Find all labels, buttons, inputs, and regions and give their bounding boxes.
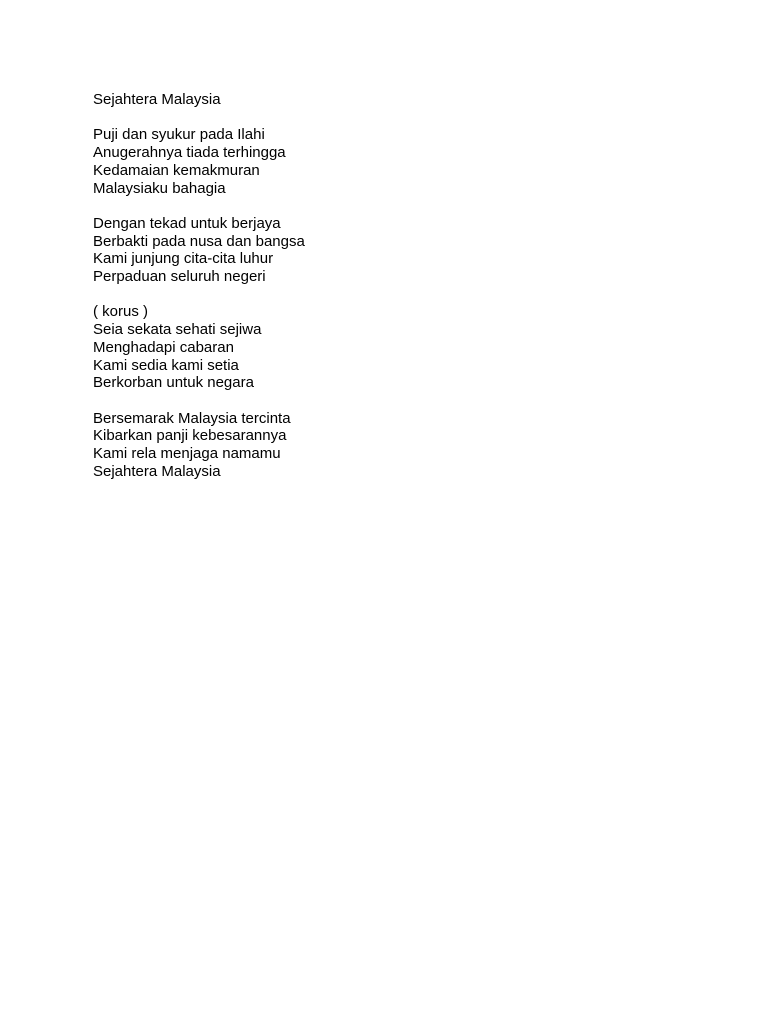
lyric-line: Kami rela menjaga namamu (93, 445, 281, 462)
lyric-line: Kami junjung cita-cita luhur (93, 250, 274, 268)
lyric-line: Kami sedia kami setia (93, 356, 239, 374)
lyric-line: Bersemarak Malaysia tercinta (93, 409, 291, 427)
stanza-1 (93, 126, 305, 197)
stanza-4 (93, 410, 305, 481)
lyric-line: Perpaduan seluruh negeri (93, 268, 266, 285)
lyrics-body (93, 91, 305, 480)
lyric-line: Anugerahnya tiada terhingga (93, 144, 286, 162)
chorus-label: ( korus ) (93, 303, 149, 321)
lyric-line: Malaysiaku bahagia (93, 179, 226, 197)
lyric-line: Dengan tekad untuk berjaya (93, 214, 281, 232)
lyric-line: Kedamaian kemakmuran (93, 161, 260, 179)
lyric-line: Sejahtera Malaysia (93, 462, 221, 480)
lyric-line: Puji dan syukur pada Ilahi (93, 126, 265, 144)
stanza-2 (93, 215, 305, 286)
lyric-line: Menghadapi cabaran (93, 338, 234, 356)
lyric-line: Berbakti pada nusa dan bangsa (93, 232, 305, 250)
lyric-line: Kibarkan panji kebesarannya (93, 427, 287, 445)
lyric-line: Berkorban untuk negara (93, 374, 254, 392)
lyric-line: Seia sekata sehati sejiwa (93, 321, 262, 339)
stanza-chorus (93, 303, 305, 392)
document-title: Sejahtera Malaysia (93, 91, 221, 108)
